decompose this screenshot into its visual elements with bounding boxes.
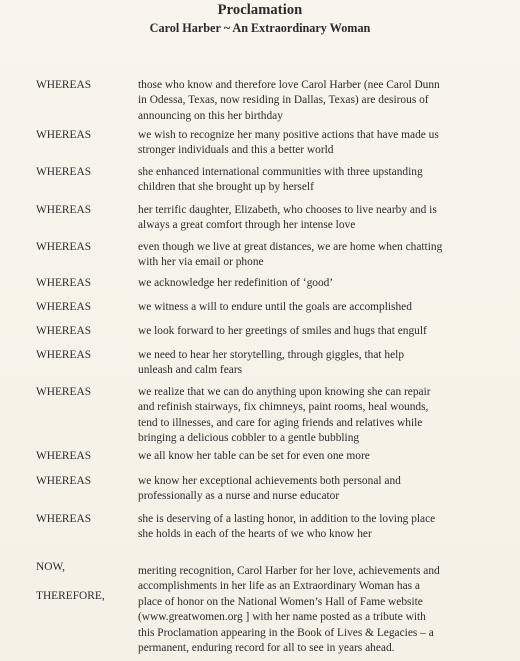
clause-line: in Odessa, Texas, now residing in Dallas, Texas) are desirous of	[138, 94, 429, 107]
clause-line: bringing a delicious cobbler to a gentle bubbling	[138, 432, 360, 445]
final-line: meriting recognition, Carol Harber for her love, achievements and	[138, 565, 440, 577]
clause-text	[138, 348, 498, 379]
clause-line: and refinish stairways, fix chimneys, paint rooms, heal wounds,	[138, 401, 429, 414]
clause-line: unleash and calm fears	[138, 364, 243, 377]
whereas-label: WHEREAS	[36, 166, 92, 178]
clause-line: we realize that we can do anything upon knowing she can repair	[138, 386, 431, 398]
clause-text	[138, 276, 498, 291]
clause-text	[138, 512, 498, 543]
whereas-label: WHEREAS	[36, 349, 92, 361]
whereas-label: WHEREAS	[36, 475, 92, 487]
clause-text	[138, 449, 498, 464]
clause-line: even though we live at great distances, we are home when chatting	[138, 241, 443, 253]
now-therefore-label	[36, 546, 124, 617]
clause-line: she holds in each of the hearts of we who know her	[138, 528, 372, 541]
clause-text	[138, 203, 498, 234]
whereas-label: WHEREAS	[36, 277, 92, 289]
final-line: accomplishments in her life as an Extraordinary Woman has a	[138, 580, 420, 593]
whereas-label: WHEREAS	[36, 79, 92, 91]
now-label: NOW,	[36, 561, 66, 574]
clause-line: she is deserving of a lasting honor, in addition to the loving place	[138, 513, 436, 525]
whereas-label: WHEREAS	[36, 325, 92, 337]
clause-text	[138, 300, 498, 315]
clause-line: we witness a will to endure until the goals are accomplished	[138, 301, 412, 313]
clause-line: we acknowledge her redefinition of ‘good’	[138, 277, 334, 289]
whereas-label: WHEREAS	[36, 513, 92, 525]
clause-text	[138, 78, 498, 124]
final-line: permanent, enduring record for all to see in years ahead.	[138, 642, 395, 655]
clause-line: she enhanced international communities with three upstanding	[138, 166, 423, 178]
document-title: Proclamation	[217, 2, 303, 18]
clause-line: children that she brought up by herself	[138, 181, 314, 194]
clause-line: stronger individuals and this a better world	[138, 144, 334, 157]
whereas-label: WHEREAS	[36, 450, 92, 462]
final-line: place of honor on the National Women’s Hall of Fame website	[138, 595, 423, 608]
clause-text	[138, 165, 498, 196]
whereas-label: WHEREAS	[36, 129, 92, 141]
clause-line: tend to illnesses, and care for aging friends and relatives while	[138, 416, 423, 429]
clause-line: we need to hear her storytelling, through giggles, that help	[138, 349, 405, 361]
clause-line: her terrific daughter, Elizabeth, who chooses to live nearby and is	[138, 204, 437, 216]
clause-text	[138, 240, 498, 271]
final-line: this Proclamation appearing in the Book of Lives & Legacies – a	[138, 626, 434, 639]
clause-line: with her via email or phone	[138, 256, 264, 269]
therefore-label: THEREFORE,	[36, 589, 105, 602]
clause-text	[138, 128, 498, 159]
clause-line: those who know and therefore love Carol Harber (nee Carol Dunn	[138, 79, 440, 91]
clause-line: we all know her table can be set for even one more	[138, 450, 370, 462]
whereas-label: WHEREAS	[36, 386, 92, 398]
whereas-label: WHEREAS	[36, 301, 92, 313]
document-subtitle: Carol Harber ~ An Extraordinary Woman	[149, 21, 371, 35]
whereas-label: WHEREAS	[36, 204, 92, 216]
clause-line: announcing on this her birthday	[138, 109, 283, 122]
clause-text	[138, 474, 498, 505]
final-clause-text	[138, 564, 498, 656]
clause-line: we look forward to her greetings of smiles and hugs that engulf	[138, 325, 427, 337]
clause-text	[138, 385, 498, 447]
whereas-label: WHEREAS	[36, 241, 92, 253]
clause-line: always a great comfort through her intense love	[138, 219, 356, 232]
final-line: (www.greatwomen.org ] with her name posted as a tribute with	[138, 611, 426, 624]
clause-text	[138, 324, 498, 339]
clause-line: we wish to recognize her many positive actions that have made us	[138, 129, 439, 141]
clause-line: professionally as a nurse and nurse educator	[138, 490, 340, 503]
clause-line: we know her exceptional achievements both personal and	[138, 475, 401, 487]
